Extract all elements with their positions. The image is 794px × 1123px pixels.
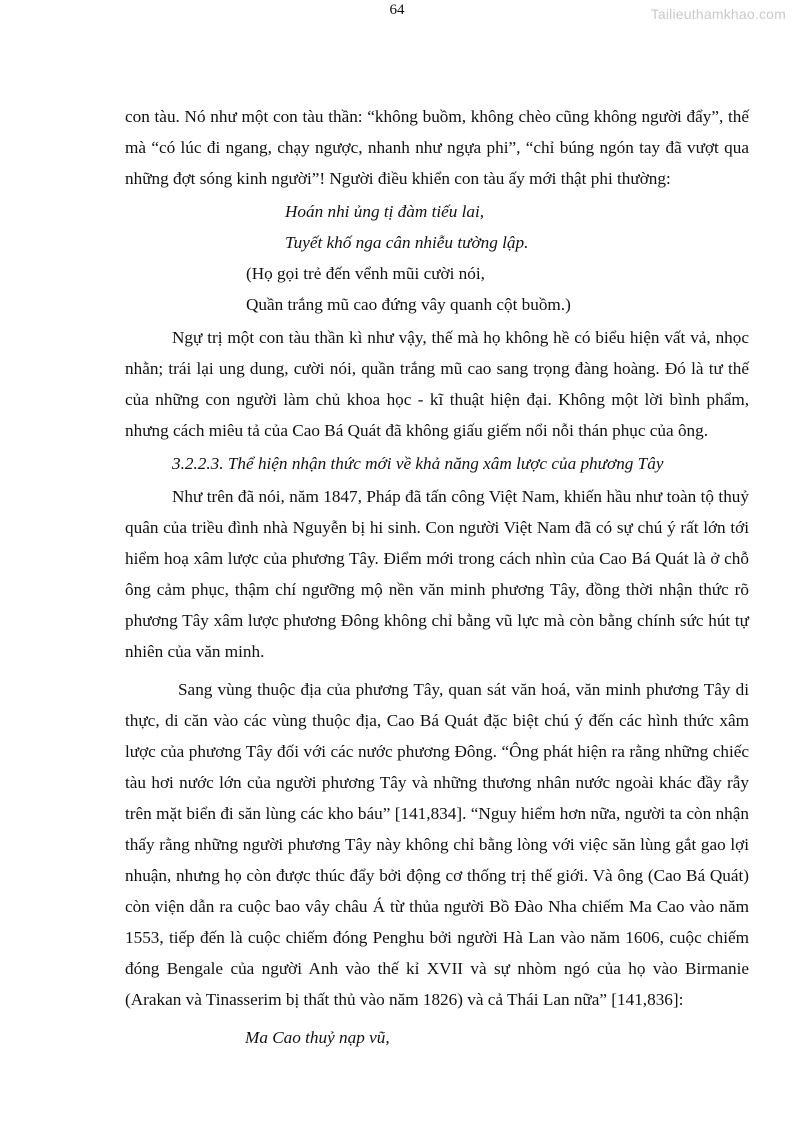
page-body	[125, 101, 749, 1053]
poem-quote	[125, 196, 749, 320]
section-heading: 3.2.2.3. Thể hiện nhận thức mới về khả năng xâm lược của phương Tây	[172, 454, 664, 473]
poem-line-1: Hoán nhi ủng tị đàm tiếu lai,	[285, 202, 485, 221]
poem-translation-2: Quần trắng mũ cao đứng vây quanh cột buồm.)	[246, 295, 571, 314]
poem-line-ma-cao: Ma Cao thuỷ nạp vũ,	[245, 1028, 390, 1047]
paragraph-commentary: Ngự trị một con tàu thần kì như vậy, thế mà họ không hề có biểu hiện vất vả, nhọc nhằn; trái lại ung dung, cười nói, quần trắng mũ cao sang trọng đàng hoàng. Đó là tư thế của những con người làm chủ khoa học - kĩ thuật hiện đại. Không một lời bình phẩm, nhưng cách miêu tả của Cao Bá Quát đã không giấu giếm nổi nỗi thán phục của ông.	[125, 328, 749, 440]
paragraph-intro: con tàu. Nó như một con tàu thần: “không buồm, không chèo cũng không người đẩy”, thế mà “có lúc đi ngang, chạy ngược, nhanh như ngựa phi”, “chỉ búng ngón tay đã vượt qua những đợt sóng kinh người”! Người điều khiển con tàu ấy mới thật phi thường:	[125, 107, 749, 188]
paragraph-colonies: Sang vùng thuộc địa của phương Tây, quan sát văn hoá, văn minh phương Tây di thực, di căn vào các vùng thuộc địa, Cao Bá Quát đặc biệt chú ý đến các hình thức xâm lược của phương Tây đối với các nước phương Đông. “Ông phát hiện ra rằng những chiếc tàu hơi nước lớn của người phương Tây và những thương nhân nước ngoài khác đầy rẫy trên mặt biển đi săn lùng các kho báu” [141,834]. “Nguy hiểm hơn nữa, người ta còn nhận thấy rằng những người phương Tây này không chỉ bằng lòng với việc săn lùng gắt gao lợi nhuận, nhưng họ còn được thúc đẩy bởi động cơ thống trị thế giới. Và ông (Cao Bá Quát) còn viện dẫn ra cuộc bao vây châu Á từ thủa người Bồ Đào Nha chiếm Ma Cao vào năm 1553, tiếp đến là cuộc chiếm đóng Penghu bởi người Hà Lan vào năm 1606, cuộc chiếm đóng Bengale của người Anh vào thế kỉ XVII và sự nhòm ngó của họ vào Birmanie (Arakan và Tinasserim bị thất thủ vào năm 1826) và cả Thái Lan nữa” [141,836]:	[125, 680, 749, 1009]
poem-line-2: Tuyết khố nga cân nhiễu tường lập.	[285, 233, 529, 252]
page-number: 64	[389, 2, 405, 18]
paragraph-context: Như trên đã nói, năm 1847, Pháp đã tấn công Việt Nam, khiến hầu như toàn tộ thuỷ quân của triều đình nhà Nguyễn bị hi sinh. Con người Việt Nam đã có sự chú ý rất lớn tới hiểm hoạ xâm lược của phương Tây. Điểm mới trong cách nhìn của Cao Bá Quát là ở chỗ ông cảm phục, thậm chí ngưỡng mộ nền văn minh phương Tây, đồng thời nhận thức rõ phương Tây xâm lược phương Đông không chỉ bằng vũ lực mà còn bằng chính sức hút tự nhiên của văn minh.	[125, 487, 749, 661]
poem-translation-1: (Họ gọi trẻ đến vểnh mũi cười nói,	[246, 264, 485, 283]
watermark: Tailieuthamkhao.com	[650, 6, 786, 22]
